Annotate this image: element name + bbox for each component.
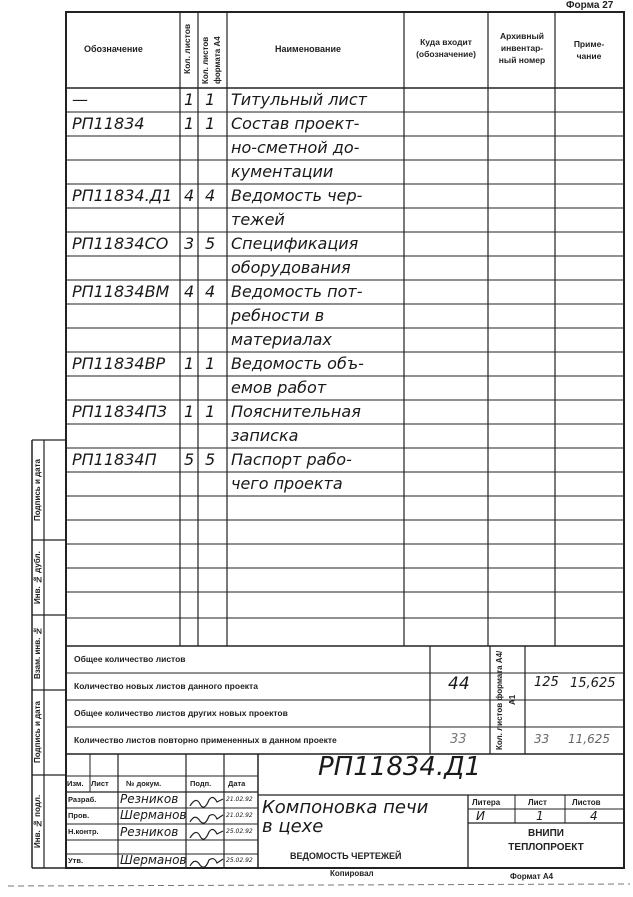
row-name: материалах <box>231 330 332 349</box>
stamp-designation: РП11834.Д1 <box>318 752 482 782</box>
row-code: РП11834ВМ <box>72 282 170 301</box>
stamp-utv-label: Утв. <box>68 856 84 865</box>
stamp-h-list: Лист <box>91 779 109 788</box>
side-podpis-data-2: Подпись и дата <box>33 701 42 764</box>
signature-prov <box>190 815 223 824</box>
row-kol-listov: 5 <box>184 450 195 469</box>
signature-razrab <box>190 797 223 807</box>
row-name: Титульный лист <box>231 90 367 109</box>
stamp-nkontr-label: Н.контр. <box>68 827 99 836</box>
row-name: оборудования <box>231 258 351 277</box>
row-name: емов работ <box>231 378 327 397</box>
stamp-doc-type: ВЕДОМОСТЬ ЧЕРТЕЖЕЙ <box>290 851 402 861</box>
total-povtorno-value: 33 <box>450 732 467 747</box>
form-number: Форма 27 <box>566 0 614 11</box>
stamp-utv-name: Шерманов <box>120 853 187 867</box>
stamp-h-litera: Литера <box>472 798 501 807</box>
row-code: — <box>72 90 88 109</box>
footer-format: Формат А4 <box>510 872 554 881</box>
stamp-h-sheets: Листов <box>572 798 601 807</box>
stamp-h-izm: Изм. <box>67 779 84 788</box>
row-kol-formata: 1 <box>205 90 216 109</box>
stamp-h-sheet: Лист <box>528 798 547 807</box>
row-code: РП11834П <box>72 450 157 469</box>
side-vzam-inv: Взам. инв. № <box>33 626 42 679</box>
row-kol-listov: 4 <box>184 282 195 301</box>
total-drugih: Общее количество листов других новых проектов <box>74 708 288 718</box>
row-kol-listov: 1 <box>184 402 195 421</box>
row-kol-formata: 1 <box>205 402 216 421</box>
row-name: Спецификация <box>231 234 359 253</box>
row-code: РП11834 <box>72 114 145 133</box>
stamp-title-line2: в цехе <box>262 816 324 837</box>
row-name: чего проекта <box>231 474 343 493</box>
total-a1-new: 15,625 <box>570 676 616 691</box>
total-novyh: Количество новых листов данного проекта <box>74 681 258 691</box>
row-name: Ведомость объ- <box>231 354 364 373</box>
row-kol-listov: 3 <box>184 234 195 253</box>
stamp-utv-date: 25.02.92 <box>226 857 253 864</box>
header-naimenovanie: Наименование <box>275 44 342 54</box>
total-a4-repeat: 33 <box>534 732 550 746</box>
header-primechanie: Приме- чание <box>573 39 605 61</box>
row-name: кументации <box>231 162 334 181</box>
row-name: Ведомость чер- <box>231 186 363 205</box>
row-name: Состав проект- <box>231 114 360 133</box>
header-kol-formata: Кол. листов формата А4 <box>201 36 222 84</box>
side-inv-podl: Инв. № подл. <box>33 794 42 849</box>
row-kol-listov: 1 <box>184 90 195 109</box>
row-kol-listov: 4 <box>184 186 195 205</box>
total-a1-repeat: 11,625 <box>568 732 610 746</box>
stamp-nkontr-date: 25.02.92 <box>226 828 253 835</box>
row-code: РП11834.Д1 <box>72 186 173 205</box>
header-oboznachenie: Обозначение <box>84 44 143 54</box>
stamp-prov-name: Шерманов <box>120 808 187 822</box>
side-podpis-data: Подпись и дата <box>33 459 42 521</box>
row-name: ребности в <box>231 306 325 325</box>
row-name: но-сметной до- <box>231 138 360 157</box>
row-name: Ведомость пот- <box>231 282 363 301</box>
total-a4-new: 125 <box>534 675 559 690</box>
row-kol-formata: 4 <box>205 186 216 205</box>
stamp-title-line1: Компоновка печи <box>262 797 429 818</box>
stamp-prov-label: Пров. <box>68 811 90 820</box>
stamp-razrab-date: 21.02.92 <box>226 796 253 803</box>
stamp-org-line2: ТЕПЛОПРОЕКТ <box>508 842 584 853</box>
header-arhivny: Архивный инвентар- ный номер <box>498 31 546 65</box>
stamp-nkontr-name: Резников <box>120 825 179 839</box>
header-kuda: Куда входит (обозначение) <box>416 37 476 59</box>
signature-nkontr <box>190 829 223 839</box>
row-name: Пояснительная <box>231 402 361 421</box>
header-kol-listov: Кол. листов <box>182 23 192 75</box>
stamp-razrab-name: Резников <box>120 792 179 806</box>
stamp-sheets: 4 <box>590 809 598 823</box>
row-code: РП11834СО <box>72 234 169 253</box>
kol-listov-format-label: Кол. листов формата А4/А1 <box>495 650 517 750</box>
total-obshchee: Общее количество листов <box>74 654 186 664</box>
stamp-prov-date: 21.02.92 <box>226 812 253 819</box>
row-kol-listov: 1 <box>184 354 195 373</box>
row-code: РП11834ПЗ <box>72 402 167 421</box>
row-kol-formata: 1 <box>205 354 216 373</box>
stamp-org-line1: ВНИПИ <box>527 828 564 839</box>
stamp-sheet: 1 <box>536 809 544 823</box>
stamp-litera: И <box>476 809 485 823</box>
total-novyh-value: 44 <box>448 674 470 694</box>
footer-kopiroval: Копировал <box>330 869 374 878</box>
row-kol-formata: 5 <box>205 450 216 469</box>
side-inv-dubl: Инв. № дубл. <box>33 551 42 604</box>
stamp-h-podp: Подп. <box>190 779 212 788</box>
row-kol-listov: 1 <box>184 114 195 133</box>
row-name: Паспорт рабо- <box>231 450 352 469</box>
row-kol-formata: 5 <box>205 234 216 253</box>
row-name: тежей <box>231 210 285 229</box>
row-kol-formata: 4 <box>205 282 216 301</box>
row-code: РП11834ВР <box>72 354 166 373</box>
signature-utv <box>190 859 223 868</box>
stamp-h-dokum: № докум. <box>126 779 162 788</box>
stamp-h-data: Дата <box>228 779 246 788</box>
total-povtorno: Количество листов повторно примененных в данном проекте <box>74 735 337 745</box>
row-name: записка <box>231 426 299 445</box>
row-kol-formata: 1 <box>205 114 216 133</box>
stamp-razrab-label: Разраб. <box>68 795 97 804</box>
